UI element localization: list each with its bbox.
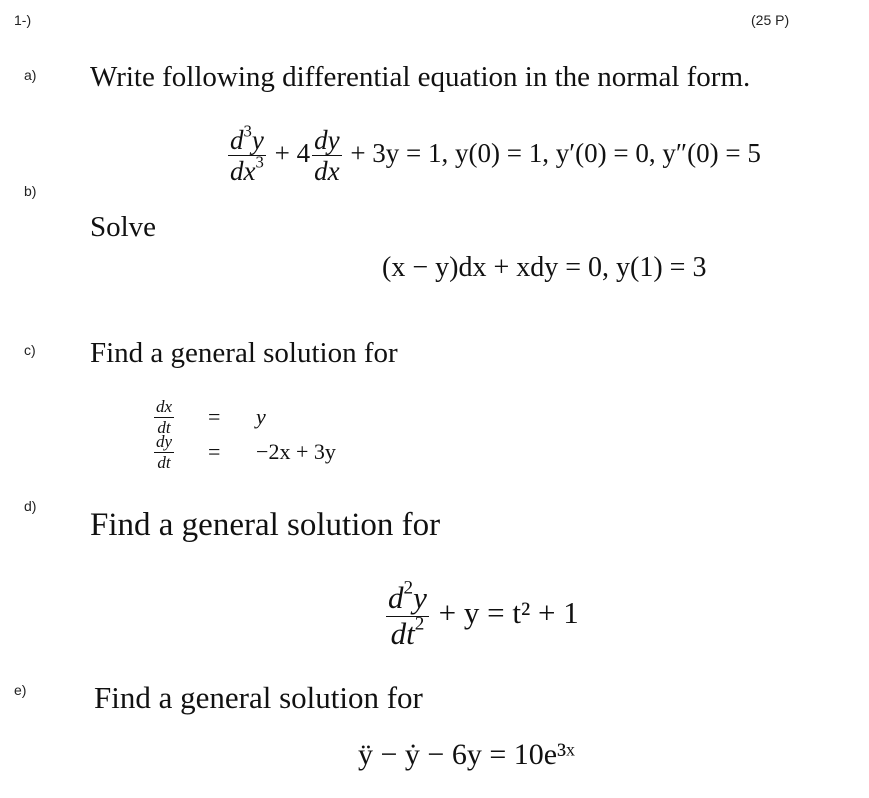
part-e-prompt: Find a general solution for [94, 680, 423, 715]
part-d-label: d) [24, 498, 37, 514]
eq-sign-1: = [208, 404, 221, 430]
row1-rhs: y [256, 404, 266, 430]
part-c-prompt: Find a general solution for [90, 337, 398, 369]
fraction-dx-dt: $\frac{dx}{dt}$ [156, 397, 173, 437]
points-label: (25 P) [751, 12, 790, 28]
system-row-1 [152, 398, 336, 437]
part-a-label: a) [24, 67, 37, 83]
part-a-prompt: Write following differential equation in the normal form. [90, 61, 751, 93]
fraction-dy-dt: $\frac{dy}{dt}$ [156, 431, 173, 472]
fraction-dy-dx: $\frac{dy}{dx}$ [314, 125, 340, 187]
equation-d [384, 577, 579, 651]
equation-a [226, 121, 761, 187]
part-b-label: b) [24, 183, 37, 199]
eq-sign-2: = [208, 439, 221, 465]
fraction-d3y-dx3: $\frac{d^3y}{dx^3}$ [230, 121, 264, 187]
eq-a-coef: + 4 [274, 138, 311, 169]
part-e-label: e) [14, 682, 27, 698]
eq-a-rest: + 3y = 1, y(0) = 1, y′(0) = 0, y″(0) = 5 [350, 138, 761, 169]
equation-c-system [152, 398, 336, 471]
eq-d-rest: + y = t² + 1 [438, 595, 579, 631]
fraction-d2y-dt2: $\frac{d^2y}{dt^2}$ [388, 577, 427, 651]
part-d-prompt: Find a general solution for [90, 507, 441, 543]
problem-number: 1-) [14, 12, 32, 28]
equation-b: (x − y)dx + xdy = 0, y(1) = 3 [382, 252, 707, 283]
system-row-2 [152, 433, 336, 472]
equation-e: ÿ − ẏ − 6y = 10e³ˣ [358, 738, 575, 771]
part-b-prompt: Solve [90, 211, 157, 243]
part-c-label: c) [24, 342, 36, 358]
row2-rhs: −2x + 3y [256, 439, 336, 465]
